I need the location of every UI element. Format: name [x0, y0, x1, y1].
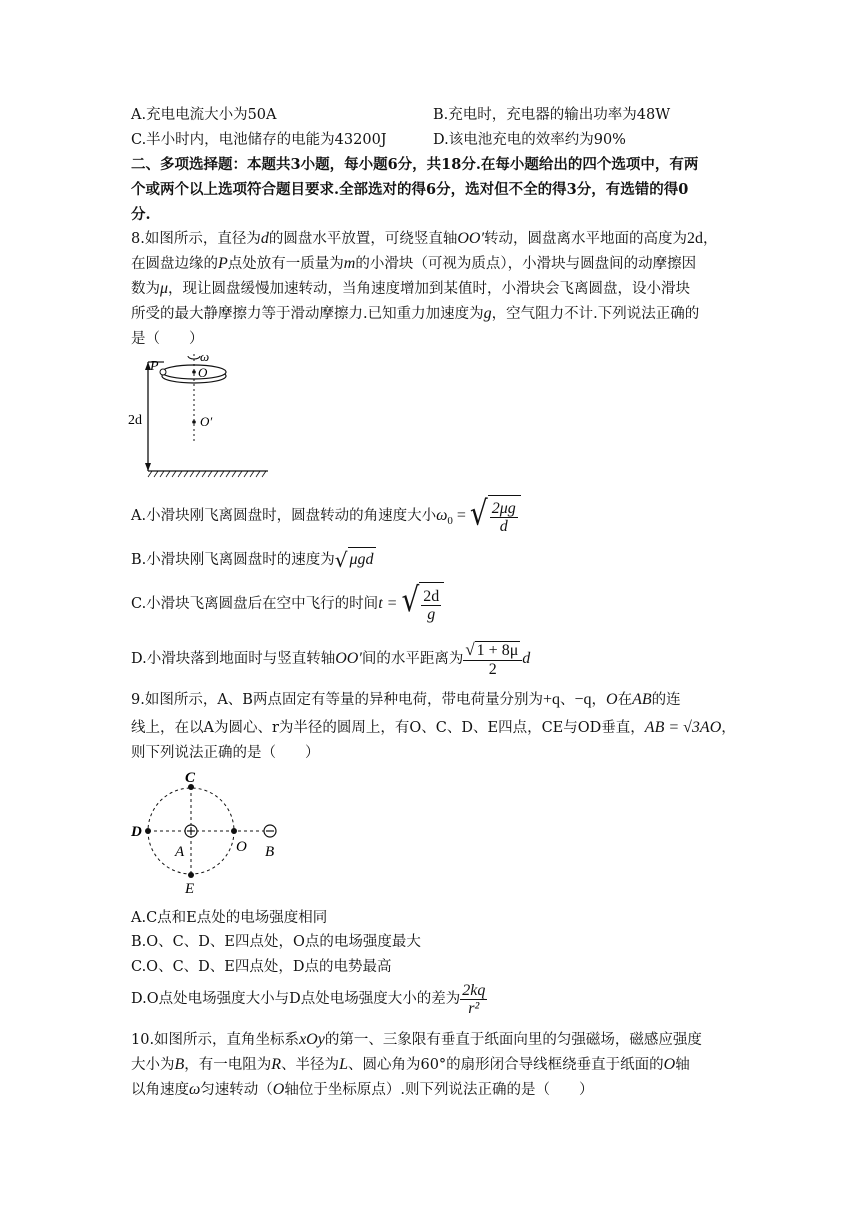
q7-option-d: D.该电池充电的效率约为90%: [433, 132, 626, 148]
q9-stem-line3: 则下列说法正确的是（ ）: [131, 745, 320, 761]
q7-option-b: B.充电时，充电器的输出功率为48W: [433, 107, 671, 123]
svg-text:C: C: [185, 770, 196, 786]
q8-stem-line5: 是（ ）: [131, 331, 204, 347]
section2-line1: 二、多项选择题：本题共3小题，每小题6分，共18分.在每小题给出的四个选项中，有两: [131, 156, 699, 173]
q8-option-d: D.小滑块落到地面时与竖直转轴OO′间的水平距离为 $\frac{√ 1 + 8\mu}{2}$ d: [131, 639, 531, 678]
q9-option-c: C.O、C、D、E四点处，D点的电势最高: [131, 959, 392, 975]
q9-circle-figure: [128, 765, 288, 900]
q8-option-c: C.小滑块飞离圆盘后在空中飞行的时间t = √ $\frac{2d}{g}$: [131, 582, 444, 626]
height-arrow-bottom: [145, 463, 151, 471]
point-o: [231, 828, 237, 834]
q8-disk-figure: [128, 350, 278, 480]
positive-charge-a: [185, 825, 197, 837]
svg-text:B: B: [265, 844, 275, 860]
q8-stem-line4: 所受的最大静摩擦力等于滑动摩擦力.已知重力加速度为g，空气阻力不计.下列说法正确的: [131, 305, 700, 322]
q8-option-b: B.小滑块刚飞离圆盘时的速度为 √ μgd: [131, 548, 374, 572]
q10-stem-line1: 10.如图所示，直角坐标系xOy的第一、三象限有垂直于纸面向里的匀强磁场，磁感应强度: [131, 1031, 702, 1048]
q9-stem-line1: 9.如图所示，A、B两点固定有等量的异种电荷，带电荷量分别为+q、−q，O在AB的连: [131, 691, 681, 708]
q9-option-a: A.C点和E点处的电场强度相同: [131, 910, 328, 926]
svg-text:2d: 2d: [128, 413, 142, 428]
svg-text:E: E: [185, 881, 195, 897]
q8-option-a: A.小滑块刚飞离圆盘时，圆盘转动的角速度大小$\omega_0$ = √ $\frac{2\mu g}{d}$: [131, 495, 521, 541]
q10-stem-line3: 以角速度ω匀速转动（O轴位于坐标原点）.则下列说法正确的是（ ）: [131, 1081, 594, 1098]
point-d: [145, 828, 151, 834]
q7-option-a: A.充电电流大小为50A: [131, 107, 277, 123]
rotation-arrow: [188, 356, 200, 359]
svg-text:O′: O′: [200, 414, 213, 429]
svg-text:D: D: [131, 824, 142, 840]
q9-stem-line2: 线上，在以A为圆心、r为半径的圆周上，有O、C、D、E四点，CE与OD垂直，AB = √3AO，: [131, 719, 736, 736]
q9-option-b: B.O、C、D、E四点处，O点的电场强度最大: [131, 934, 421, 950]
section2-line3: 分.: [131, 206, 151, 223]
svg-text:O: O: [236, 839, 247, 855]
point-e: [188, 872, 194, 878]
q8-stem-line1: 8.如图所示，直径为d的圆盘水平放置，可绕竖直轴OO′转动，圆盘离水平地面的高度为2d，: [131, 230, 718, 247]
svg-text:ω: ω: [200, 350, 210, 364]
q10-stem-line2: 大小为B，有一电阻为R、半径为L、圆心角为60°的扇形闭合导线框绕垂直于纸面的O轴: [131, 1056, 690, 1073]
q8-stem-line2: 在圆盘边缘的P点处放有一质量为m的小滑块（可视为质点），小滑块与圆盘间的动摩擦因: [131, 255, 697, 272]
q7-option-c: C.半小时内，电池储存的电能为43200J: [131, 132, 387, 148]
block-p: [160, 369, 166, 375]
svg-text:O: O: [198, 365, 208, 380]
section2-line2: 个或两个以上选项符合题目要求.全部选对的得6分，选对但不全的得3分，有选错的得0: [131, 181, 689, 198]
negative-charge-b: [264, 825, 276, 837]
svg-text:A: A: [175, 844, 185, 860]
q8-stem-line3: 数为μ，现让圆盘缓慢加速转动，当角速度增加到某值时，小滑块会飞离圆盘，设小滑块: [131, 280, 691, 297]
q9-option-d: D.O点处电场强度大小与D点处电场强度大小的差为 $\frac{2kq}{\text{r²}}$: [131, 981, 486, 1017]
svg-text:P: P: [150, 359, 159, 374]
